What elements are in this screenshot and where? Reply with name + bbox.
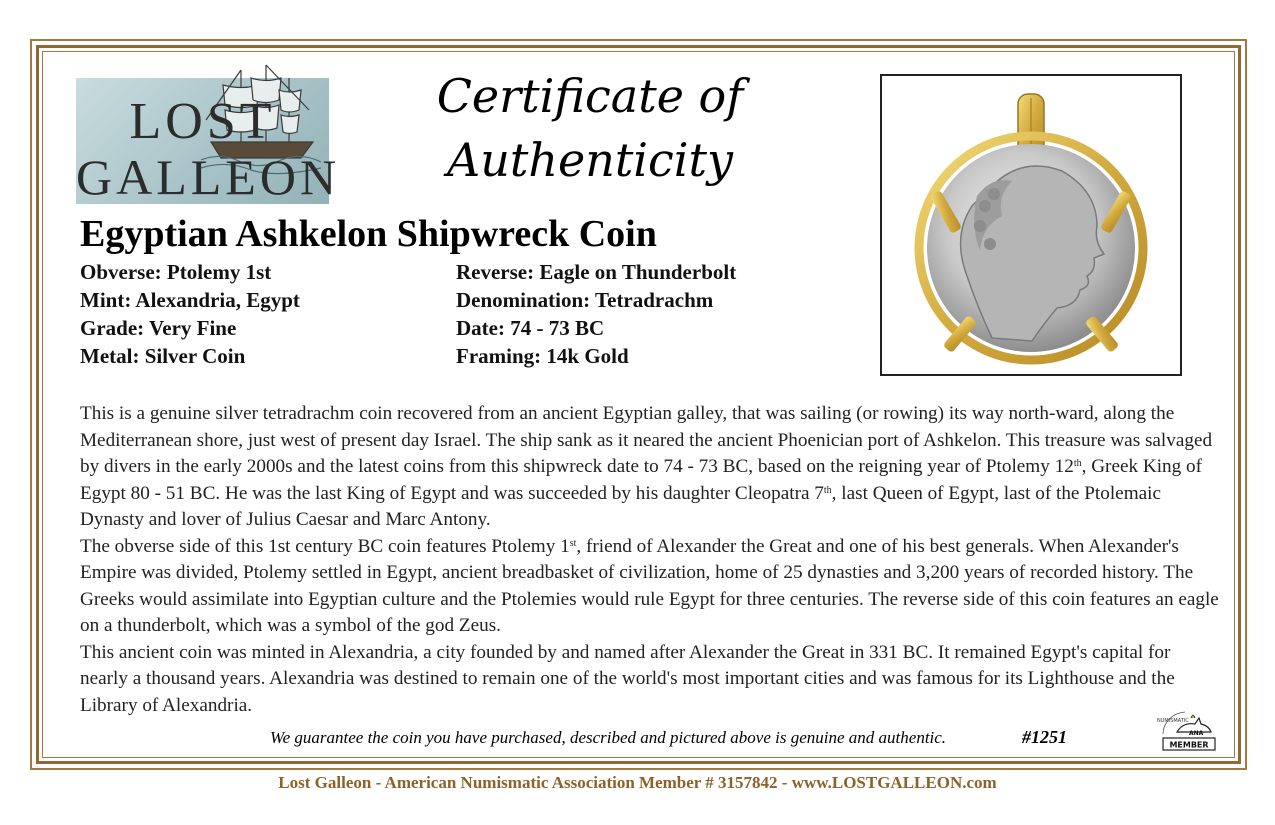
ana-badge-bottom-text: MEMBER — [1169, 740, 1209, 750]
guarantee-statement: We guarantee the coin you have purchased, described and pictured above is genuine and authentic. — [270, 728, 947, 747]
ana-member-badge-icon — [1155, 708, 1221, 756]
certificate-title-line1: Certificate of — [436, 69, 744, 123]
coin-description — [80, 401, 1220, 719]
reverse-attribute: Reverse: Eagle on Thunderbolt — [456, 260, 737, 284]
coin-title: Egyptian Ashkelon Shipwreck Coin — [80, 213, 657, 255]
footer-member-info: Lost Galleon - American Numismatic Association Member # 3157842 - www.LOSTGALLEON.com — [278, 773, 997, 792]
coin-attributes-right — [456, 258, 736, 370]
certificate-title-line2: Authenticity — [447, 133, 733, 187]
certificate-number: #1251 — [1022, 727, 1067, 747]
date-attribute: Date: 74 - 73 BC — [456, 316, 605, 340]
logo-text-galleon: GALLEON — [76, 149, 341, 205]
coin-pendant-image — [882, 76, 1180, 374]
grade-attribute: Grade: Very Fine — [80, 316, 237, 340]
logo-text-lost: LOST — [129, 93, 276, 150]
ana-badge-small-text: ANA — [1189, 730, 1204, 737]
coin-attributes-left — [80, 258, 300, 370]
description-paragraph-3: This ancient coin was minted in Alexandria, a city founded by and named after Alexander the Great in 331 BC. It remained Egypt's capital for nearly a thousand years. Alexandria was destined to remain one of the world's most important cities and was famous for its Lighthouse and the Library of Alexandria. — [80, 641, 1175, 716]
framing-attribute: Framing: 14k Gold — [456, 344, 629, 368]
obverse-attribute: Obverse: Ptolemy 1st — [80, 260, 272, 284]
mint-attribute: Mint: Alexandria, Egypt — [80, 288, 300, 312]
denomination-attribute: Denomination: Tetradrachm — [456, 288, 714, 312]
certificate-title — [380, 64, 800, 192]
ana-badge-top-text: NUMISMATIC — [1157, 718, 1189, 724]
description-paragraph-1: This is a genuine silver tetradrachm coin recovered from an ancient Egyptian galley, that was sailing (or rowing) its way north-ward, along the Mediterranean shore, just west of present day Israel. The ship sank as it neared the ancient Phoenician port of Ashkelon. This treasure was salvaged by divers in the early 2000s and the latest coins from this shipwreck date to 74 - 73 BC, based on the reigning year of Ptolemy 12th, Greek King of Egypt 80 - 51 BC. He was the last King of Egypt and was succeeded by his daughter Cleopatra 7th, last Queen of Egypt, last of the Ptolemaic Dynasty and lover of Julius Caesar and Marc Antony. — [80, 403, 1213, 530]
coin-pendant-photo — [880, 74, 1182, 376]
description-paragraph-2: The obverse side of this 1st century BC coin features Ptolemy 1st, friend of Alexander the Great and one of his best generals. When Alexander's Empire was divided, Ptolemy settled in Egypt, ancient breadbasket of civilization, home of 25 dynasties and 3,200 years of recorded history. The Greeks would assimilate into Egyptian culture and the Ptolemies would rule Egypt for three centuries. The reverse side of this coin features an eagle on a thunderbolt, which was a symbol of the god Zeus. — [80, 535, 1219, 636]
lost-galleon-logo — [76, 60, 341, 205]
metal-attribute: Metal: Silver Coin — [80, 344, 246, 368]
